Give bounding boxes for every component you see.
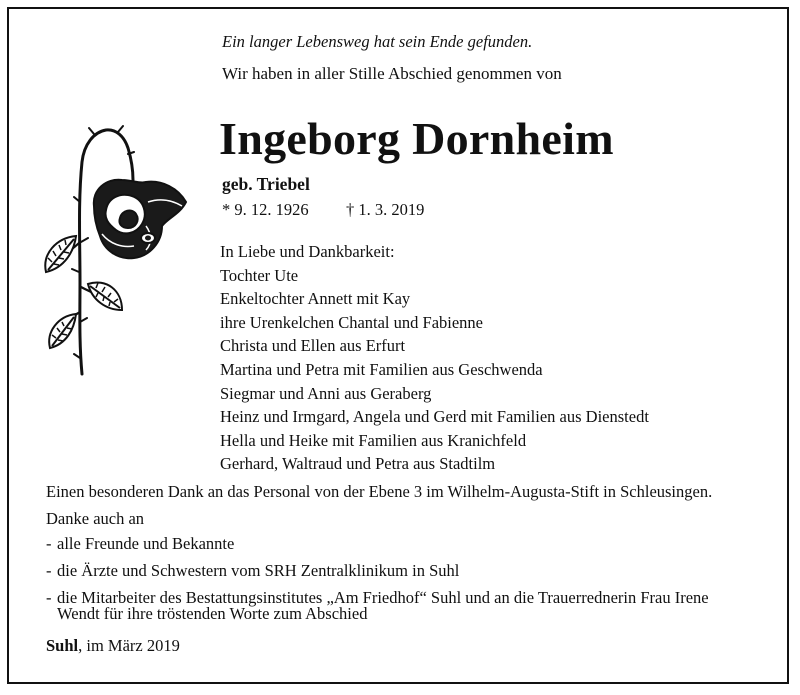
death-date: † 1. 3. 2019 [346, 200, 425, 219]
special-thanks: Einen besonderen Dank an das Personal von der Ebene 3 im Wilhelm-Augusta-Stift in Schleusingen. [46, 482, 713, 501]
place: Suhl [46, 636, 79, 655]
mourners-list [220, 240, 649, 476]
wilted-rose-icon [36, 122, 192, 378]
thanks-list [46, 536, 709, 622]
mourner-line: Siegmar und Anni aus Geraberg [220, 383, 432, 403]
birth-date: * 9. 12. 1926 [222, 200, 309, 219]
mourner-line: Enkeltochter Annett mit Kay [220, 289, 411, 309]
place-and-date [46, 636, 180, 656]
mourner-line: Gerhard, Waltraud und Petra aus Stadtilm [220, 454, 496, 474]
intro-line: Wir haben in aller Stille Abschied genommen von [222, 64, 562, 83]
mourner-line: ihre Urenkelchen Chantal und Fabienne [220, 312, 483, 332]
deceased-name: Ingeborg Dornheim [219, 113, 614, 164]
mourner-line: Martina und Petra mit Familien aus Geschwenda [220, 359, 543, 379]
mourner-line: Hella und Heike mit Familien aus Kranichfeld [220, 430, 527, 450]
thanks-list-item: - alle Freunde und Bekannte [46, 536, 709, 552]
thanks-list-item: - die Ärzte und Schwestern vom SRH Zentralklinikum in Suhl [46, 563, 709, 579]
mourners-heading: In Liebe und Dankbarkeit: [220, 242, 395, 261]
mourner-line: Heinz und Irmgard, Angela und Gerd mit Familien aus Dienstedt [220, 407, 649, 427]
thanks-list-item: - die Mitarbeiter des Bestattungsinstitutes „Am Friedhof“ Suhl und an die Trauerrednerin Frau Irene Wendt für ihre tröstenden Worte zum Abschied [46, 590, 709, 622]
mourner-line: Christa und Ellen aus Erfurt [220, 336, 406, 356]
motto-line: Ein langer Lebensweg hat sein Ende gefunden. [222, 32, 533, 51]
mourner-line: Tochter Ute [220, 265, 299, 285]
thanks-also-heading: Danke auch an [46, 509, 145, 528]
date: , im März 2019 [78, 636, 180, 655]
birth-name: geb. Triebel [222, 174, 310, 194]
